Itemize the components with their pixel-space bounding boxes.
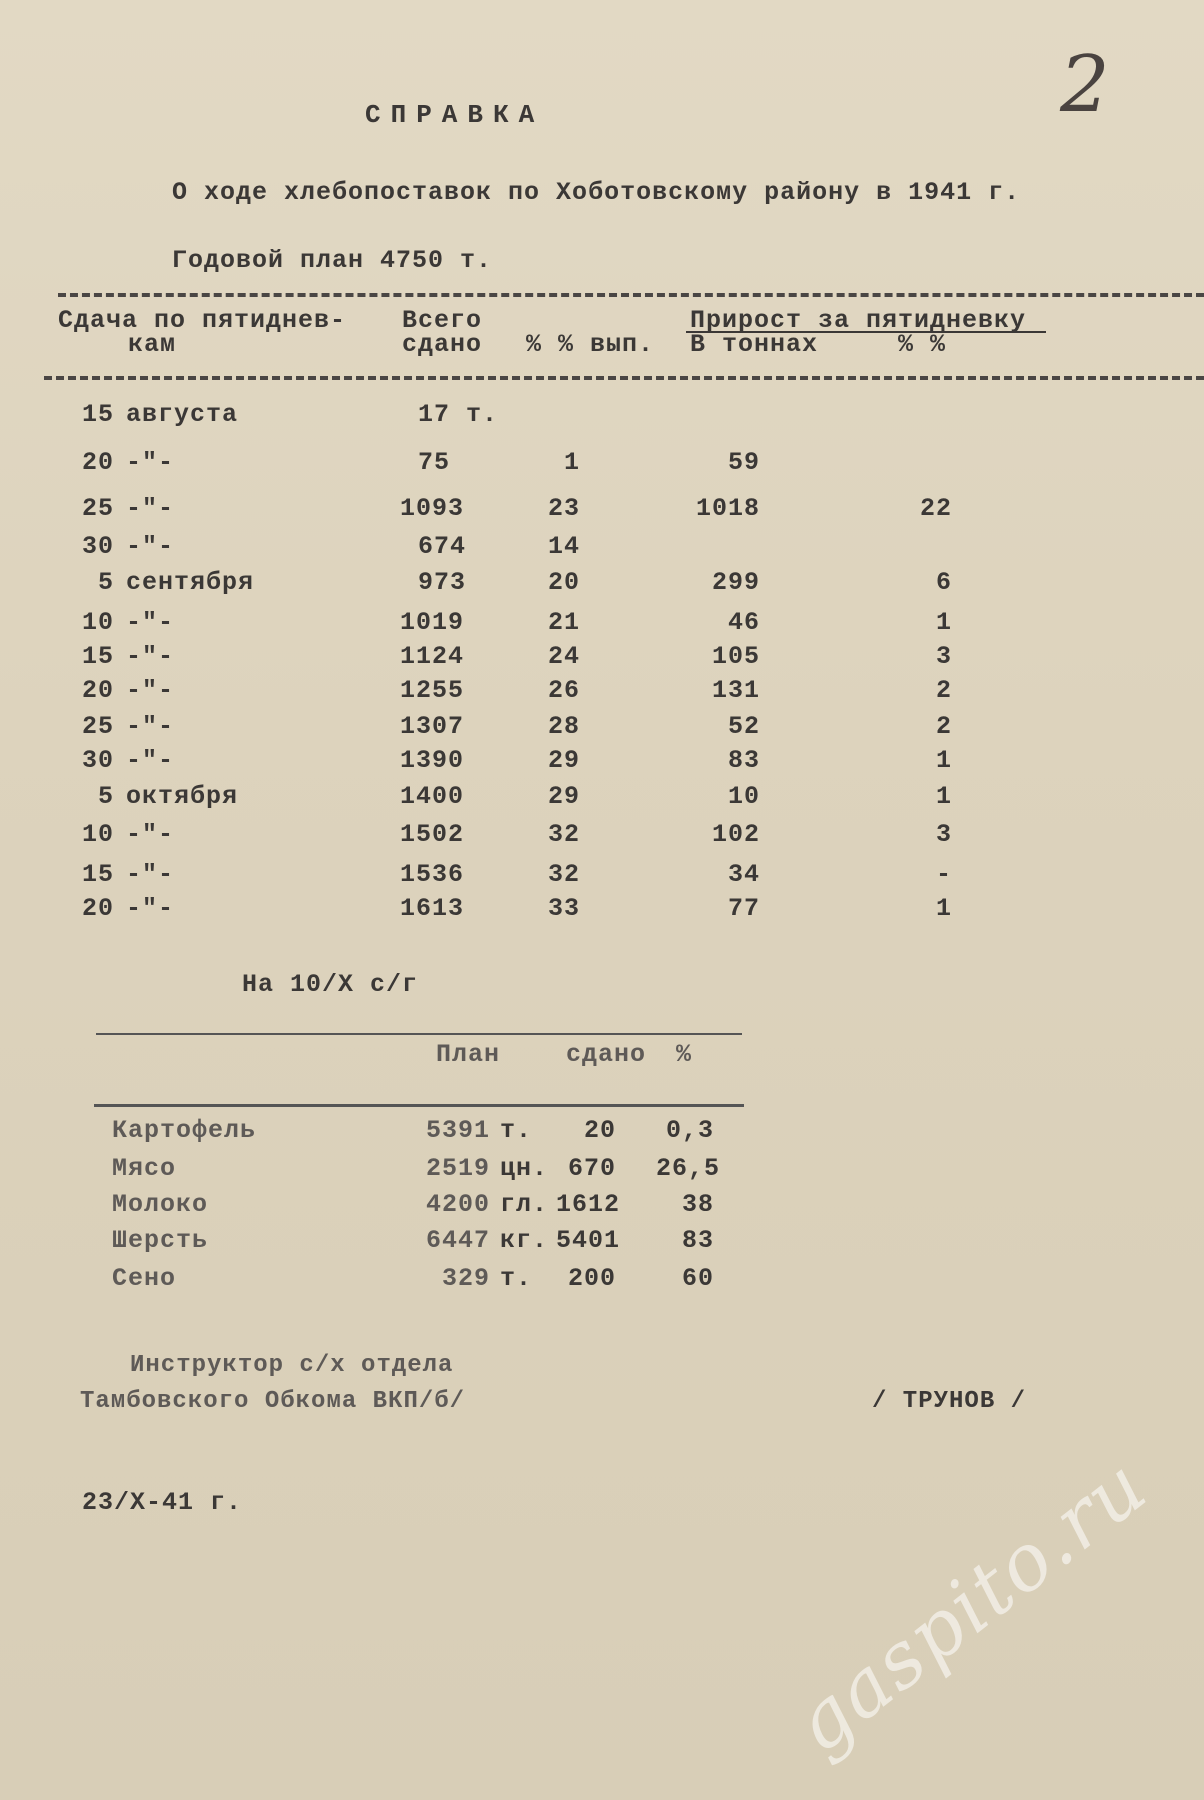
row-total: 1307 — [400, 712, 465, 741]
row-day: 15 — [81, 860, 114, 889]
document-date: 23/X-41 г. — [82, 1488, 243, 1517]
row-tons: 59 — [727, 448, 760, 477]
row-month: -"- — [126, 448, 175, 477]
document-title: СПРАВКА — [365, 100, 545, 130]
watermark: gaspito.ru — [777, 1440, 1165, 1771]
row-total: 1255 — [400, 676, 465, 705]
page-number: 2 — [1060, 40, 1110, 130]
item-delivered: 5401 — [556, 1226, 621, 1255]
item-unit: т. — [500, 1116, 533, 1145]
row-pct: 20 — [547, 568, 580, 597]
row-month: -"- — [126, 712, 175, 741]
row-day: 20 — [81, 894, 114, 923]
row-tons: 83 — [727, 746, 760, 775]
item-name: Молоко — [112, 1190, 209, 1219]
row-day: 5 — [97, 568, 114, 597]
row-total: 1400 — [400, 782, 465, 811]
signature-name: / ТРУНОВ / — [872, 1388, 1027, 1415]
row-growth-pct: 1 — [935, 894, 952, 923]
row-tons: 105 — [711, 642, 760, 671]
item-pct: 38 — [681, 1190, 714, 1219]
row-day: 25 — [81, 494, 114, 523]
item-plan: 6447 — [425, 1226, 490, 1255]
header-col4: В тоннах — [690, 330, 819, 359]
item-unit: гл. — [500, 1190, 549, 1219]
header-col3: % % вып. — [526, 330, 655, 359]
row-total: 674 — [418, 532, 467, 561]
row-month: -"- — [126, 494, 175, 523]
row-growth-pct: 1 — [935, 608, 952, 637]
row-pct: 29 — [547, 782, 580, 811]
row-pct: 32 — [547, 820, 580, 849]
row-total: 1502 — [400, 820, 465, 849]
row-growth-pct: 2 — [935, 676, 952, 705]
row-day: 15 — [81, 400, 114, 429]
row-tons: 299 — [711, 568, 760, 597]
row-tons: 10 — [727, 782, 760, 811]
row-growth-pct: 22 — [919, 494, 952, 523]
row-pct: 1 — [563, 448, 580, 477]
row-tons: 102 — [711, 820, 760, 849]
row-day: 10 — [81, 820, 114, 849]
row-pct: 32 — [547, 860, 580, 889]
row-day: 20 — [81, 676, 114, 705]
row-month: -"- — [126, 532, 175, 561]
row-month: -"- — [126, 642, 175, 671]
signature-line1: Инструктор с/х отдела — [130, 1352, 454, 1379]
row-tons: 77 — [727, 894, 760, 923]
item-plan: 5391 — [425, 1116, 490, 1145]
table-top-rule — [58, 293, 1204, 297]
row-day: 15 — [81, 642, 114, 671]
header-col2-line2: сдано — [402, 330, 483, 359]
item-unit: т. — [500, 1264, 533, 1293]
row-growth-pct: 1 — [935, 782, 952, 811]
row-day: 5 — [97, 782, 114, 811]
item-plan: 329 — [441, 1264, 490, 1293]
header-col5: % % — [898, 330, 947, 359]
row-pct: 29 — [547, 746, 580, 775]
row-month: августа — [126, 400, 239, 429]
item-unit: цн. — [500, 1154, 549, 1183]
row-total: 1390 — [400, 746, 465, 775]
row-pct: 21 — [547, 608, 580, 637]
row-day: 25 — [81, 712, 114, 741]
table-header-rule — [44, 376, 1204, 380]
item-delivered: 670 — [567, 1154, 616, 1183]
second-header-delivered: сдано — [566, 1040, 647, 1069]
row-pct: 23 — [547, 494, 580, 523]
row-month: -"- — [126, 894, 175, 923]
row-day: 10 — [81, 608, 114, 637]
item-delivered: 200 — [567, 1264, 616, 1293]
signature-line2: Тамбовского Обкома ВКП/б/ — [80, 1388, 466, 1415]
row-growth-pct: 3 — [935, 642, 952, 671]
item-name: Мясо — [112, 1154, 177, 1183]
second-table-header-rule — [94, 1104, 744, 1107]
header-col1-line1: Сдача по пятиднев- — [58, 306, 347, 335]
row-total: 1019 — [400, 608, 465, 637]
row-day: 30 — [81, 532, 114, 561]
row-month: октября — [126, 782, 239, 811]
item-delivered: 20 — [583, 1116, 616, 1145]
row-tons: 1018 — [695, 494, 760, 523]
header-growth: Прирост за пятидневку — [690, 306, 1027, 335]
row-total: 1124 — [400, 642, 465, 671]
row-tons: 46 — [727, 608, 760, 637]
row-month: сентября — [126, 568, 255, 597]
item-plan: 4200 — [425, 1190, 490, 1219]
row-pct: 28 — [547, 712, 580, 741]
row-month: -"- — [126, 608, 175, 637]
row-growth-pct: 6 — [935, 568, 952, 597]
item-pct: 83 — [681, 1226, 714, 1255]
row-total: 17 т. — [418, 400, 499, 429]
item-pct: 0,3 — [665, 1116, 714, 1145]
second-header-plan: План — [436, 1040, 501, 1069]
row-pct: 26 — [547, 676, 580, 705]
row-total: 1613 — [400, 894, 465, 923]
item-name: Шерсть — [112, 1226, 209, 1255]
row-day: 20 — [81, 448, 114, 477]
row-growth-pct: 2 — [935, 712, 952, 741]
row-month: -"- — [126, 860, 175, 889]
item-name: Картофель — [112, 1116, 257, 1145]
header-col2-line1: Всего — [402, 306, 483, 335]
item-name: Сено — [112, 1264, 177, 1293]
row-tons: 52 — [727, 712, 760, 741]
header-col1-line2: кам — [128, 330, 177, 359]
row-tons: 131 — [711, 676, 760, 705]
item-unit: кг. — [500, 1226, 549, 1255]
second-header-pct: % — [676, 1040, 693, 1069]
item-pct: 26,5 — [656, 1154, 721, 1183]
item-pct: 60 — [681, 1264, 714, 1293]
row-growth-pct: 3 — [935, 820, 952, 849]
item-plan: 2519 — [425, 1154, 490, 1183]
row-pct: 33 — [547, 894, 580, 923]
row-growth-pct: - — [935, 860, 952, 889]
row-pct: 24 — [547, 642, 580, 671]
row-total: 973 — [418, 568, 467, 597]
row-total: 75 — [418, 448, 451, 477]
row-growth-pct: 1 — [935, 746, 952, 775]
row-total: 1093 — [400, 494, 465, 523]
row-pct: 14 — [547, 532, 580, 561]
document-subtitle: О ходе хлебопоставок по Хоботовскому району в 1941 г. — [172, 178, 1021, 207]
row-month: -"- — [126, 820, 175, 849]
row-tons: 34 — [727, 860, 760, 889]
second-table-top-rule — [96, 1033, 742, 1035]
row-total: 1536 — [400, 860, 465, 889]
row-month: -"- — [126, 746, 175, 775]
annual-plan: Годовой план 4750 т. — [172, 246, 493, 275]
item-delivered: 1612 — [556, 1190, 621, 1219]
second-section-title: На 10/X с/г — [242, 970, 419, 999]
row-day: 30 — [81, 746, 114, 775]
row-month: -"- — [126, 676, 175, 705]
